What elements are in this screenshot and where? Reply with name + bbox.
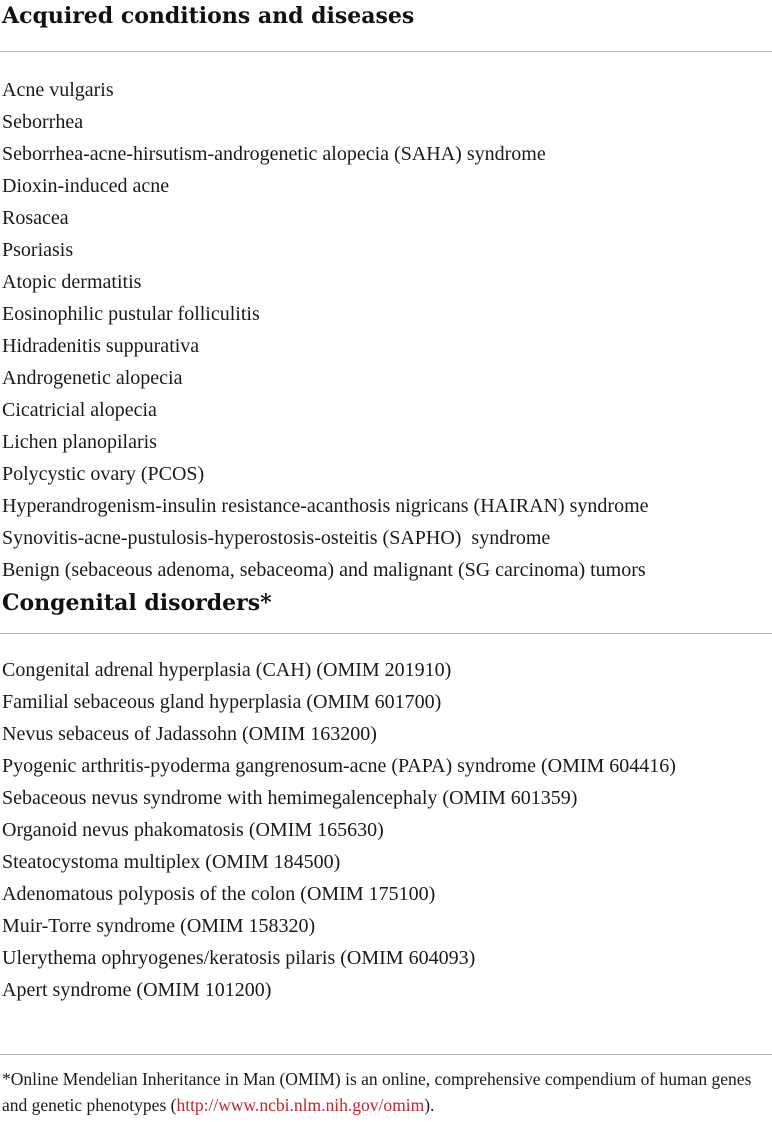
footnote-closing: ).: [424, 1095, 435, 1115]
list-item: Organoid nevus phakomatosis (OMIM 165630): [2, 819, 384, 841]
list-item: Psoriasis: [2, 239, 74, 261]
list-item: Acne vulgaris: [2, 79, 114, 101]
acquired-section-heading: Acquired conditions and diseases: [2, 3, 415, 29]
footnote-divider: [0, 1054, 772, 1055]
list-item: Polycystic ovary (PCOS): [2, 463, 205, 485]
list-item: Eosinophilic pustular folliculitis: [2, 303, 260, 325]
list-item: Ulerythema ophryogenes/keratosis pilaris (OMIM 604093): [2, 947, 476, 969]
congenital-section-heading: Congenital disorders*: [2, 590, 272, 616]
list-item: Androgenetic alopecia: [2, 367, 183, 389]
list-item: Apert syndrome (OMIM 101200): [2, 979, 272, 1001]
list-item: Cicatricial alopecia: [2, 399, 157, 421]
list-item: Adenomatous polyposis of the colon (OMIM 175100): [2, 883, 436, 905]
section-divider: [0, 633, 772, 634]
list-item: Steatocystoma multiplex (OMIM 184500): [2, 851, 341, 873]
list-item: Hyperandrogenism-insulin resistance-acanthosis nigricans (HAIRAN) syndrome: [2, 495, 649, 517]
footnote: [2, 1066, 772, 1118]
list-item: Congenital adrenal hyperplasia (CAH) (OMIM 201910): [2, 659, 452, 681]
acquired-conditions-list: [2, 74, 770, 586]
list-item: Benign (sebaceous adenoma, sebaceoma) and malignant (SG carcinoma) tumors: [2, 559, 646, 581]
list-item: Seborrhea-acne-hirsutism-androgenetic alopecia (SAHA) syndrome: [2, 143, 546, 165]
list-item: Familial sebaceous gland hyperplasia (OMIM 601700): [2, 691, 442, 713]
list-item: Nevus sebaceus of Jadassohn (OMIM 163200): [2, 723, 377, 745]
list-item: Dioxin-induced acne: [2, 175, 170, 197]
list-item: Seborrhea: [2, 111, 84, 133]
footnote-text: *Online Mendelian Inheritance in Man (OMIM) is an online, comprehensive compendium of human genes and genetic phenotypes (: [2, 1069, 752, 1115]
congenital-disorders-list: [2, 654, 770, 1006]
list-item: Rosacea: [2, 207, 69, 229]
list-item: Atopic dermatitis: [2, 271, 142, 293]
list-item: Sebaceous nevus syndrome with hemimegalencephaly (OMIM 601359): [2, 787, 578, 809]
list-item: Synovitis-acne-pustulosis-hyperostosis-osteitis (SAPHO) syndrome: [2, 527, 551, 549]
omim-link[interactable]: http://www.ncbi.nlm.nih.gov/omim: [176, 1095, 425, 1115]
list-item: Hidradenitis suppurativa: [2, 335, 200, 357]
section-divider: [0, 51, 772, 52]
list-item: Lichen planopilaris: [2, 431, 157, 453]
list-item: Pyogenic arthritis-pyoderma gangrenosum-acne (PAPA) syndrome (OMIM 604416): [2, 755, 676, 777]
list-item: Muir-Torre syndrome (OMIM 158320): [2, 915, 316, 937]
